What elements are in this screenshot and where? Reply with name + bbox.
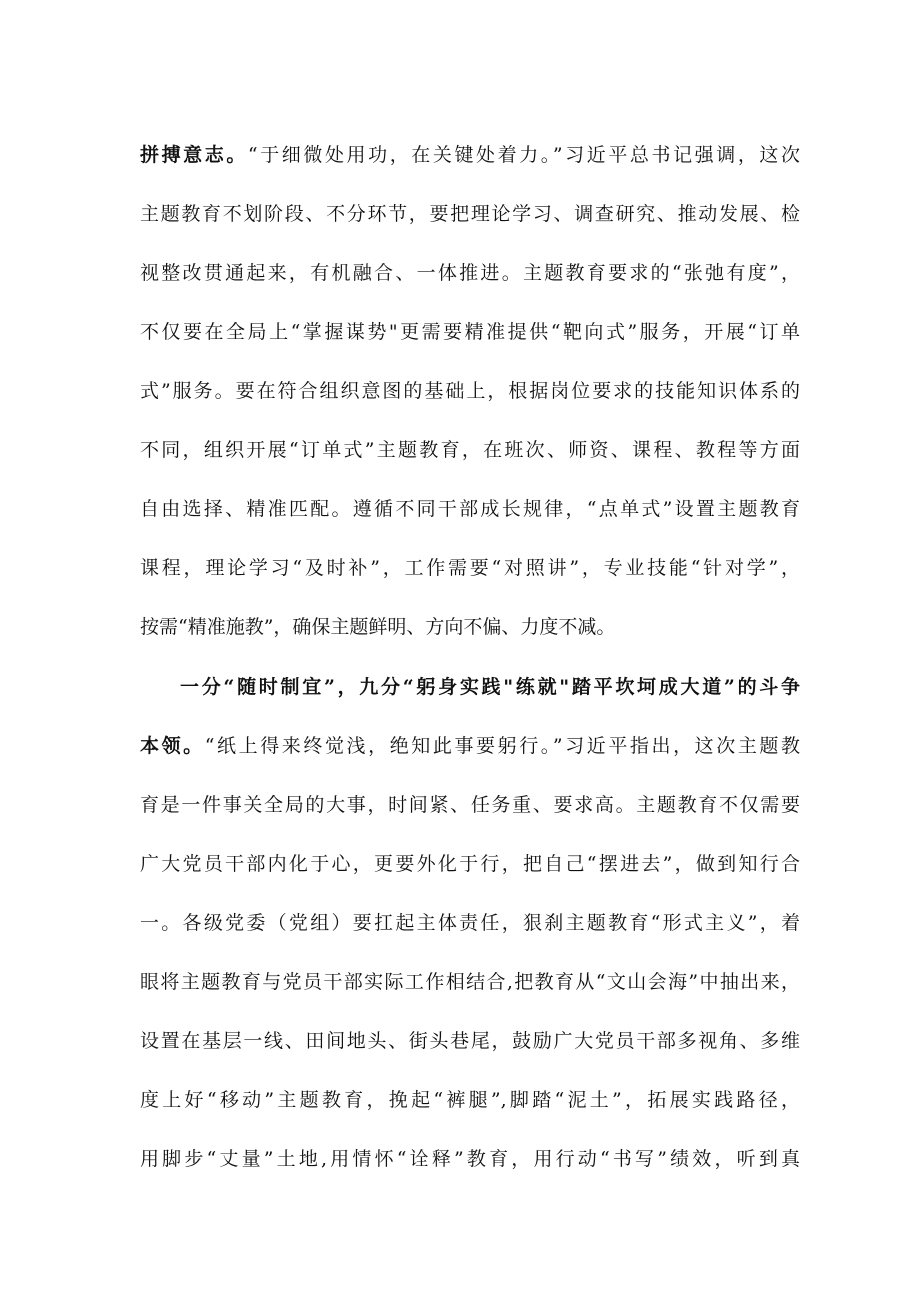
paragraph-1-line-8: 课程，理论学习“及时补”，工作需要“对照讲”，专业技能“针对学”， [140, 557, 800, 579]
paragraph-2-line-8: 度上好“移动”主题教育，挽起“裤腿”,脚踏“泥土”，拓展实践路径， [140, 1089, 800, 1111]
paragraph-2-line-4: 广大党员干部内化于心，更要外化于行，把自己“摆进去”，做到知行合 [140, 853, 800, 875]
paragraph-2-line-7: 设置在基层一线、田间地头、街头巷尾，鼓励广大党员干部多视角、多维 [140, 1030, 800, 1052]
paragraph-1-line-4: 不仅要在全局上“掌握谋势"更需要精准提供“靶向式”服务，开展“订单 [140, 321, 800, 343]
paragraph-2-line-6: 眼将主题教育与党员干部实际工作相结合,把教育从“文山会海”中抽出来， [140, 971, 800, 993]
paragraph-1-line-1-text: “于细微处用功，在关键处着力。”习近平总书记强调，这次 [247, 144, 800, 166]
paragraph-1 [140, 126, 800, 657]
paragraph-2-line-2 [140, 717, 800, 776]
paragraph-2-line-9: 用脚步“丈量”土地,用情怀“诠释”教育，用行动“书写”绩效，听到真 [140, 1148, 800, 1170]
paragraph-1-line-7: 自由选择、精准匹配。遵循不同干部成长规律，“点单式”设置主题教育 [140, 498, 800, 520]
paragraph-1-line-1 [140, 126, 800, 185]
paragraph-2-heading-line-2: 本领。 [140, 735, 205, 757]
paragraph-2 [140, 658, 800, 1189]
paragraph-1-bold-lead: 拼搏意志。 [140, 144, 248, 166]
paragraph-1-line-3: 视整改贯通起来，有机融合、一体推进。主题教育要求的“张弛有度”， [140, 262, 800, 284]
paragraph-1-line-2: 主题教育不划阶段、不分环节，要把理论学习、调查研究、推动发展、检 [140, 203, 800, 225]
paragraph-2-line-3: 育是一件事关全局的大事，时间紧、任务重、要求高。主题教育不仅需要 [140, 794, 800, 816]
paragraph-2-line-5: 一。各级党委（党组）要扛起主体责任，狠刹主题教育“形式主义”，着 [140, 912, 800, 934]
paragraph-2-heading-line-1: 一分“随时制宜”，九分“躬身实践"练就"踏平坎坷成大道”的斗争 [180, 676, 800, 698]
paragraph-1-line-5: 式”服务。要在符合组织意图的基础上，根据岗位要求的技能知识体系的 [140, 380, 800, 402]
paragraph-2-line-2-text: “纸上得来终觉浅，绝知此事要躬行。”习近平指出，这次主题教 [204, 735, 800, 757]
paragraph-1-line-6: 不同，组织开展“订单式”主题教育，在班次、师资、课程、教程等方面 [140, 439, 800, 461]
paragraph-1-line-9: 按需“精准施教”，确保主题鲜明、方向不偏、力度不减。 [140, 616, 616, 638]
